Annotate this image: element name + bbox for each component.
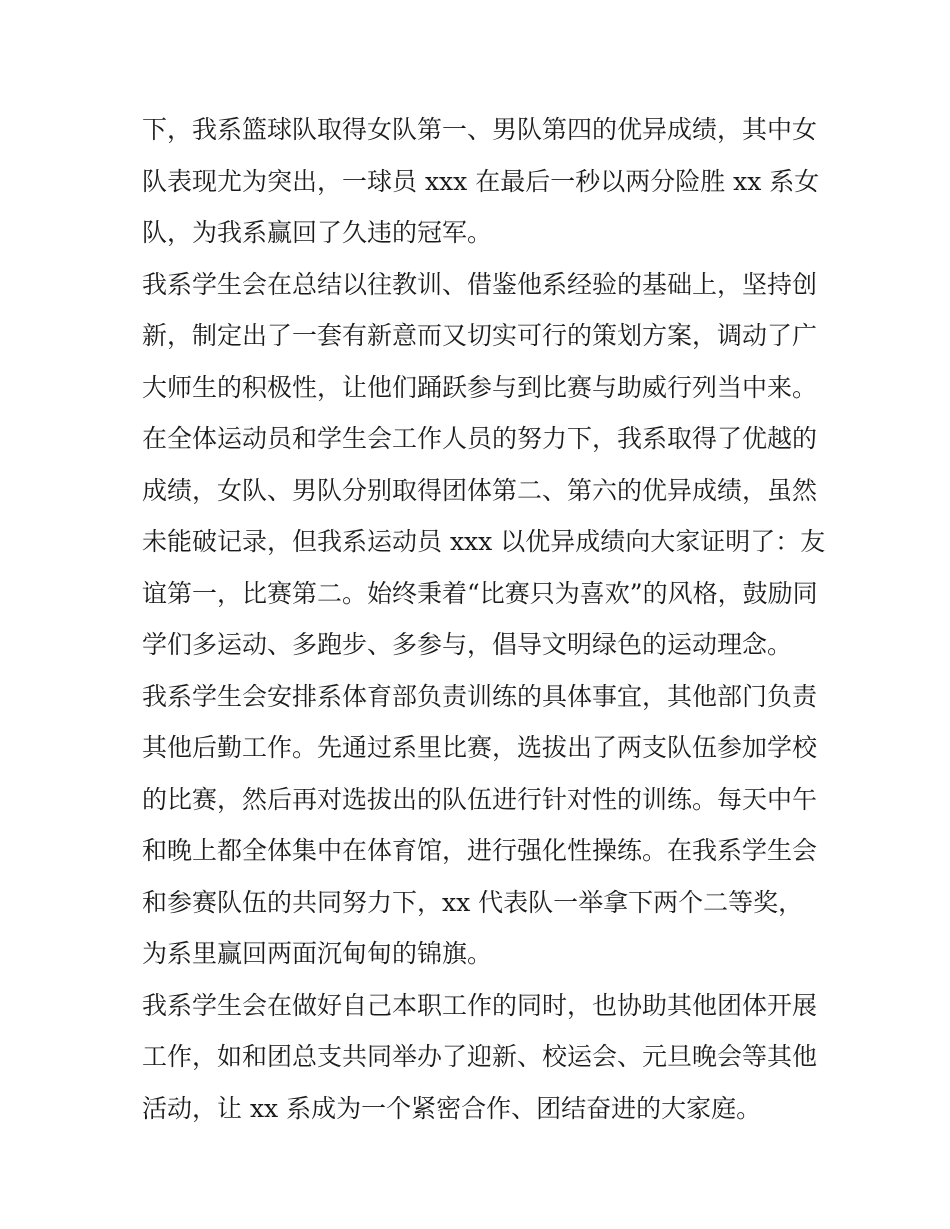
text-line: 在全体运动员和学生会工作人员的努力下，我系取得了优越的 <box>142 424 818 453</box>
text-line: 为系里赢回两面沉甸甸的锦旗。 <box>142 939 493 968</box>
document-body <box>142 104 826 1134</box>
text-line: 我系学生会安排系体育部负责训练的具体事宜，其他部门负责 <box>142 681 818 711</box>
text-line: 工作，如和团总支共同举办了迎新、校运会、元旦晚会等其他 <box>142 1042 818 1071</box>
text-line: 和参赛队伍的共同努力下，xx 代表队一举拿下两个二等奖， <box>142 887 804 917</box>
text-line: 学们多运动、多跑步、多参与，倡导文明绿色的运动理念。 <box>142 630 793 659</box>
text-line: 的比赛，然后再对选拔出的队伍进行针对性的训练。每天中午 <box>142 784 818 814</box>
text-line: 活动，让 xx 系成为一个紧密合作、团结奋进的大家庭。 <box>142 1093 762 1123</box>
text-line: 成绩，女队、男队分别取得团体第二、第六的优异成绩，虽然 <box>142 475 818 505</box>
text-line: 其他后勤工作。先通过系里比赛，选拔出了两支队伍参加学校 <box>142 733 818 762</box>
text-line: 队，为我系赢回了久违的冠军。 <box>142 218 493 247</box>
text-line: 我系学生会在做好自己本职工作的同时，也协助其他团体开展 <box>142 990 818 1020</box>
text-line: 大师生的积极性，让他们踊跃参与到比赛与助威行列当中来。 <box>142 372 818 402</box>
text-line: 下，我系篮球队取得女队第一、男队第四的优异成绩，其中女 <box>142 115 818 144</box>
text-line: 和晚上都全体集中在体育馆，进行强化性操练。在我系学生会 <box>142 836 818 865</box>
text-line: 新，制定出了一套有新意而又切实可行的策划方案，调动了广 <box>142 321 818 350</box>
text-line: 未能破记录，但我系运动员 xxx 以优异成绩向大家证明了：友 <box>142 527 826 556</box>
text-line: 队表现尤为突出，一球员 xxx 在最后一秒以两分险胜 xx 系女 <box>142 166 820 196</box>
text-line: 谊第一，比赛第二。始终秉着“比赛只为喜欢”的风格，鼓励同 <box>142 578 818 608</box>
text-line: 我系学生会在总结以往教训、借鉴他系经验的基础上，坚持创 <box>142 269 818 299</box>
